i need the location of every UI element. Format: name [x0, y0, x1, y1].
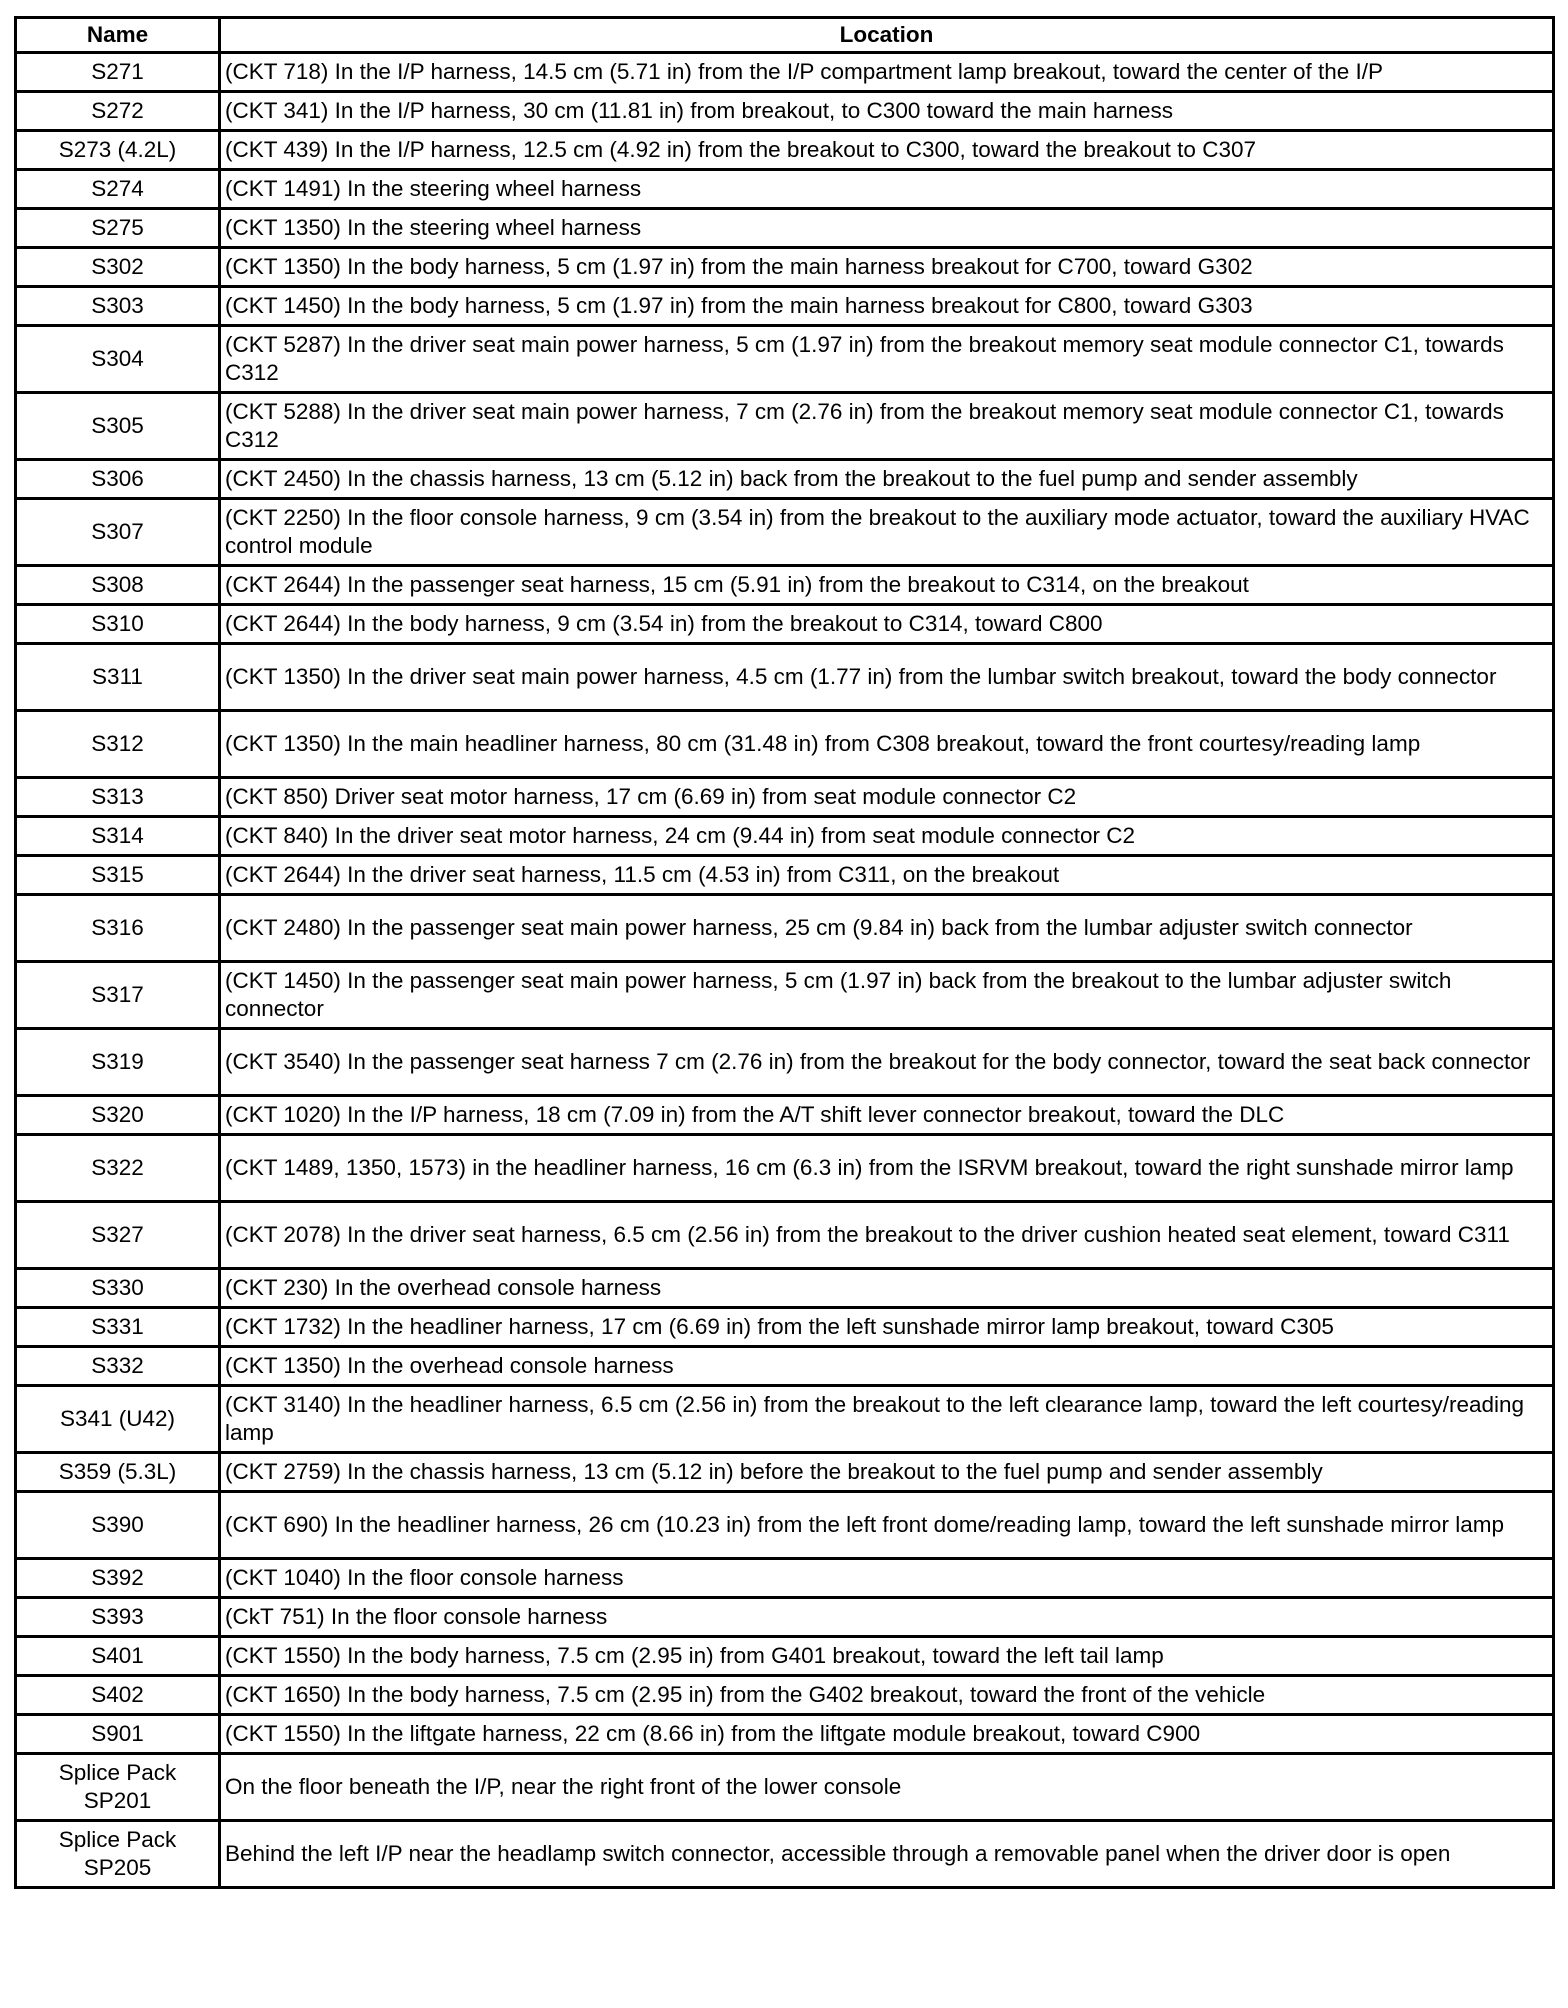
table-row [16, 895, 1554, 962]
splice-name-cell [16, 460, 220, 499]
splice-name-cell [16, 1754, 220, 1821]
splice-name-cell [16, 817, 220, 856]
table-row [16, 1386, 1554, 1453]
table-row [16, 856, 1554, 895]
table-row [16, 962, 1554, 1029]
splice-name-text: S275 [91, 215, 144, 240]
splice-name-cell [16, 644, 220, 711]
splice-name-text: S312 [91, 731, 144, 756]
splice-name-text: S331 [91, 1314, 144, 1339]
splice-name-cell [16, 1347, 220, 1386]
table-row [16, 1598, 1554, 1637]
splice-name-cell [16, 287, 220, 326]
table-header-row [16, 18, 1554, 53]
splice-location-cell: (CKT 2644) In the passenger seat harness, 15 cm (5.91 in) from the breakout to C314, on the breakout [220, 566, 1554, 605]
table-row [16, 460, 1554, 499]
table-row [16, 1754, 1554, 1821]
splice-location-cell: (CKT 2078) In the driver seat harness, 6.5 cm (2.56 in) from the breakout to the driver cushion heated seat element, toward C311 [220, 1202, 1554, 1269]
splice-name-text: SP205 [83, 1855, 152, 1880]
table-row [16, 1202, 1554, 1269]
splice-location-cell: (CKT 1040) In the floor console harness [220, 1559, 1554, 1598]
splice-name-text: S315 [91, 862, 144, 887]
splice-location-cell: (CKT 1350) In the body harness, 5 cm (1.97 in) from the main harness breakout for C700, toward G302 [220, 248, 1554, 287]
splice-location-cell: (CKT 3140) In the headliner harness, 6.5 cm (2.56 in) from the breakout to the left clearance lamp, toward the left courtesy/reading lamp [220, 1386, 1554, 1453]
table-row [16, 1821, 1554, 1888]
splice-location-cell: (CKT 1732) In the headliner harness, 17 cm (6.69 in) from the left sunshade mirror lamp breakout, toward C305 [220, 1308, 1554, 1347]
table-row [16, 131, 1554, 170]
splice-location-cell: Behind the left I/P near the headlamp switch connector, accessible through a removable panel when the driver door is open [220, 1821, 1554, 1888]
table-row [16, 711, 1554, 778]
splice-location-cell: (CkT 751) In the floor console harness [220, 1598, 1554, 1637]
table-row [16, 209, 1554, 248]
splice-name-cell [16, 711, 220, 778]
splice-name-text: S305 [91, 413, 144, 438]
splice-location-cell: (CKT 1489, 1350, 1573) in the headliner harness, 16 cm (6.3 in) from the ISRVM breakout, toward the right sunshade mirror lamp [220, 1135, 1554, 1202]
splice-location-cell: (CKT 1450) In the body harness, 5 cm (1.97 in) from the main harness breakout for C800, toward G303 [220, 287, 1554, 326]
header-location: Location [220, 18, 1554, 53]
splice-name-cell [16, 778, 220, 817]
splice-name-cell [16, 962, 220, 1029]
splice-name-cell [16, 1453, 220, 1492]
splice-location-cell: (CKT 718) In the I/P harness, 14.5 cm (5.71 in) from the I/P compartment lamp breakout, toward the center of the I/P [220, 53, 1554, 92]
splice-name-cell [16, 1029, 220, 1096]
splice-name-text: S310 [91, 611, 144, 636]
splice-name-cell [16, 393, 220, 460]
table-row [16, 1492, 1554, 1559]
splice-location-cell: (CKT 2250) In the floor console harness, 9 cm (3.54 in) from the breakout to the auxiliary mode actuator, toward the auxiliary HVAC control module [220, 499, 1554, 566]
splice-name-cell [16, 170, 220, 209]
splice-name-text: S317 [91, 982, 144, 1007]
table-row [16, 644, 1554, 711]
splice-name-cell [16, 1308, 220, 1347]
splice-name-cell [16, 53, 220, 92]
table-row [16, 1637, 1554, 1676]
splice-name-cell [16, 1269, 220, 1308]
splice-name-cell [16, 1202, 220, 1269]
table-row [16, 1269, 1554, 1308]
splice-location-cell: (CKT 1350) In the steering wheel harness [220, 209, 1554, 248]
splice-name-cell [16, 131, 220, 170]
splice-name-text: S311 [92, 664, 143, 689]
splice-name-cell [16, 566, 220, 605]
splice-location-cell: (CKT 2644) In the driver seat harness, 11.5 cm (4.53 in) from C311, on the breakout [220, 856, 1554, 895]
splice-name-text: S359 (5.3L) [58, 1459, 177, 1484]
splice-location-cell: (CKT 2450) In the chassis harness, 13 cm (5.12 in) back from the breakout to the fuel pump and sender assembly [220, 460, 1554, 499]
splice-location-cell: (CKT 439) In the I/P harness, 12.5 cm (4.92 in) from the breakout to C300, toward the breakout to C307 [220, 131, 1554, 170]
splice-name-text: S320 [91, 1102, 144, 1127]
table-body [16, 53, 1554, 1888]
splice-name-text: S274 [91, 176, 144, 201]
splice-location-cell: (CKT 690) In the headliner harness, 26 cm (10.23 in) from the left front dome/reading lamp, toward the left sunshade mirror lamp [220, 1492, 1554, 1559]
splice-name-cell [16, 1492, 220, 1559]
splice-name-text: S901 [91, 1721, 144, 1746]
table-row [16, 1308, 1554, 1347]
splice-name-text: S272 [91, 98, 144, 123]
splice-name-text: S304 [91, 346, 144, 371]
splice-location-cell: (CKT 1350) In the driver seat main power harness, 4.5 cm (1.77 in) from the lumbar switch breakout, toward the body connector [220, 644, 1554, 711]
splice-name-cell [16, 1637, 220, 1676]
splice-location-cell: (CKT 5287) In the driver seat main power harness, 5 cm (1.97 in) from the breakout memory seat module connector C1, towards C312 [220, 326, 1554, 393]
splice-name-text: Splice Pack [58, 1827, 177, 1852]
table-row [16, 92, 1554, 131]
splice-location-cell: (CKT 840) In the driver seat motor harness, 24 cm (9.44 in) from seat module connector C2 [220, 817, 1554, 856]
table-row [16, 1096, 1554, 1135]
splice-location-cell: (CKT 1450) In the passenger seat main power harness, 5 cm (1.97 in) back from the breakout to the lumbar adjuster switch connector [220, 962, 1554, 1029]
splice-location-cell: (CKT 2644) In the body harness, 9 cm (3.54 in) from the breakout to C314, toward C800 [220, 605, 1554, 644]
table-row [16, 287, 1554, 326]
splice-location-cell: (CKT 1491) In the steering wheel harness [220, 170, 1554, 209]
splice-location-cell: On the floor beneath the I/P, near the right front of the lower console [220, 1754, 1554, 1821]
table-row [16, 778, 1554, 817]
splice-name-text: S314 [91, 823, 144, 848]
splice-name-text: Splice Pack [58, 1760, 177, 1785]
splice-location-cell: (CKT 5288) In the driver seat main power harness, 7 cm (2.76 in) from the breakout memory seat module connector C1, towards C312 [220, 393, 1554, 460]
splice-location-table [14, 16, 1555, 1889]
table-row [16, 817, 1554, 856]
splice-location-cell: (CKT 1550) In the liftgate harness, 22 cm (8.66 in) from the liftgate module breakout, toward C900 [220, 1715, 1554, 1754]
splice-name-text: S327 [91, 1222, 144, 1247]
splice-name-text: S322 [91, 1155, 144, 1180]
splice-name-cell [16, 1135, 220, 1202]
table-row [16, 393, 1554, 460]
splice-location-cell: (CKT 850) Driver seat motor harness, 17 cm (6.69 in) from seat module connector C2 [220, 778, 1554, 817]
splice-name-text: S401 [91, 1643, 144, 1668]
splice-name-text: S308 [91, 572, 144, 597]
splice-name-text: S341 (U42) [59, 1406, 176, 1431]
splice-name-text: S271 [91, 59, 144, 84]
splice-name-text: S302 [91, 254, 144, 279]
table-row [16, 1453, 1554, 1492]
table-row [16, 170, 1554, 209]
splice-name-text: S393 [91, 1604, 144, 1629]
table-row [16, 1347, 1554, 1386]
splice-location-cell: (CKT 3540) In the passenger seat harness 7 cm (2.76 in) from the breakout for the body connector, toward the seat back connector [220, 1029, 1554, 1096]
table-row [16, 248, 1554, 287]
splice-name-cell [16, 1096, 220, 1135]
splice-name-text: S313 [91, 784, 144, 809]
splice-name-cell [16, 1598, 220, 1637]
splice-name-cell [16, 1715, 220, 1754]
table-row [16, 53, 1554, 92]
splice-location-cell: (CKT 2480) In the passenger seat main power harness, 25 cm (9.84 in) back from the lumbar adjuster switch connector [220, 895, 1554, 962]
table-row [16, 1715, 1554, 1754]
table-row [16, 1559, 1554, 1598]
splice-name-text: S316 [91, 915, 144, 940]
table-row [16, 326, 1554, 393]
splice-location-cell: (CKT 1350) In the overhead console harness [220, 1347, 1554, 1386]
splice-name-cell [16, 92, 220, 131]
splice-location-cell: (CKT 2759) In the chassis harness, 13 cm (5.12 in) before the breakout to the fuel pump and sender assembly [220, 1453, 1554, 1492]
table-row [16, 605, 1554, 644]
splice-name-cell [16, 895, 220, 962]
splice-name-text: S307 [91, 519, 144, 544]
splice-name-cell [16, 248, 220, 287]
splice-name-text: SP201 [83, 1788, 152, 1813]
splice-name-cell [16, 499, 220, 566]
header-name: Name [16, 18, 220, 53]
splice-location-cell: (CKT 1650) In the body harness, 7.5 cm (2.95 in) from the G402 breakout, toward the front of the vehicle [220, 1676, 1554, 1715]
splice-location-cell: (CKT 230) In the overhead console harness [220, 1269, 1554, 1308]
splice-name-cell [16, 1559, 220, 1598]
splice-name-text: S330 [91, 1275, 144, 1300]
splice-name-text: S402 [91, 1682, 144, 1707]
splice-location-cell: (CKT 1020) In the I/P harness, 18 cm (7.09 in) from the A/T shift lever connector breakout, toward the DLC [220, 1096, 1554, 1135]
table-row [16, 499, 1554, 566]
table-row [16, 566, 1554, 605]
splice-name-cell [16, 1676, 220, 1715]
splice-name-cell [16, 1386, 220, 1453]
splice-name-text: S306 [91, 466, 144, 491]
table-row [16, 1135, 1554, 1202]
splice-name-text: S390 [91, 1512, 144, 1537]
splice-name-text: S319 [91, 1049, 144, 1074]
splice-name-cell [16, 856, 220, 895]
splice-name-cell [16, 605, 220, 644]
splice-name-cell [16, 326, 220, 393]
splice-name-text: S332 [91, 1353, 144, 1378]
splice-location-cell: (CKT 341) In the I/P harness, 30 cm (11.81 in) from breakout, to C300 toward the main harness [220, 92, 1554, 131]
splice-name-cell [16, 209, 220, 248]
table-row [16, 1029, 1554, 1096]
splice-name-cell [16, 1821, 220, 1888]
splice-name-text: S273 (4.2L) [58, 137, 177, 162]
table-row [16, 1676, 1554, 1715]
splice-name-text: S303 [91, 293, 144, 318]
splice-name-text: S392 [91, 1565, 144, 1590]
splice-location-cell: (CKT 1550) In the body harness, 7.5 cm (2.95 in) from G401 breakout, toward the left tail lamp [220, 1637, 1554, 1676]
splice-location-cell: (CKT 1350) In the main headliner harness, 80 cm (31.48 in) from C308 breakout, toward the front courtesy/reading lamp [220, 711, 1554, 778]
